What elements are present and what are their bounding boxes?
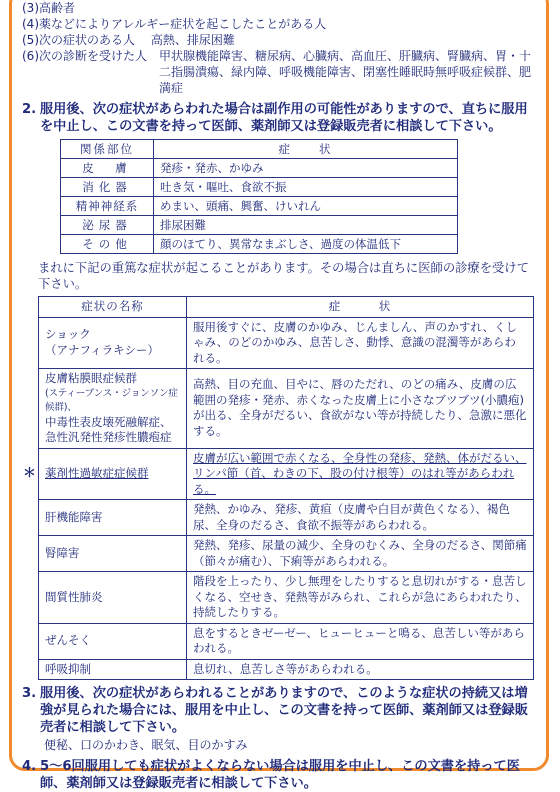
symptom-description: 服用後すぐに、皮膚のかゆみ、じんましん、声のかすれ、くしゃみ、のどのかゆみ、息苦しさ、動悸、意識の混濁等があらわれる。 — [187, 317, 534, 369]
symptom-name: 肝機能障害 — [39, 500, 187, 536]
section-4-text: 5～6回服用しても症状がよくならない場合は服用を中止し、この文書を持って医師、薬剤師又は登録販売者に相談して下さい。 — [40, 759, 520, 791]
table-row — [39, 572, 534, 624]
symptom-name: 腎障害 — [39, 536, 187, 572]
symptom-description: 発熱、かゆみ、発疹、黄疸（皮膚や白目が黄色くなる）、褐色尿、全身のだるさ、食欲不振等があらわれる。 — [187, 500, 534, 536]
symptom-name: ぜんそく — [39, 623, 187, 659]
side-effect-table — [60, 139, 458, 254]
symptom-description: 発熱、発疹、尿量の減少、全身のむくみ、全身のだるさ、関節痛（節々が痛む）、下痢等があらわれる。 — [187, 536, 534, 572]
section-3-text: 服用後、次の症状があらわれることがありますので、このような症状の持続又は増強が見られた場合には、服用を中止し、この文書を持って医師、薬剤師又は登録販売者に相談して下さい。 — [40, 686, 528, 735]
item-diagnosis — [22, 48, 538, 96]
serious-symptoms-note: まれに下記の重篤な症状が起こることがあります。その場合は直ちに医師の診療を受けて下さい。 — [38, 261, 529, 291]
table1-category: 皮 膚 — [61, 159, 154, 178]
table-row — [39, 500, 534, 536]
table-row — [39, 448, 534, 500]
asterisk-marker: ＊ — [23, 466, 37, 481]
symptom-name — [23, 448, 187, 500]
table1-category: 消化器 — [61, 178, 154, 197]
section-4-number: 4. — [22, 759, 37, 774]
table1-symptom: めまい、頭痛、興奮、けいれん — [154, 197, 458, 216]
symptom-name-text: 薬剤性過敏症症候群 — [45, 466, 149, 480]
table1-symptom: 吐き気・嘔吐、食欲不振 — [154, 178, 458, 197]
symptom-description: 高熱、目の充血、目やに、唇のただれ、のどの痛み、皮膚の広範囲の発疹・発赤、赤くなった皮膚上に小さなブツブツ(小膿疱)が出る、全身がだるい、食欲がない等が持続したり、急激に悪化する。 — [187, 369, 534, 449]
section-3-symptoms: 便秘、口のかわき、眠気、目のかすみ — [44, 738, 248, 752]
section-2 — [22, 101, 538, 135]
symptom-description: 階段を上ったり、少し無理をしたりすると息切れがする・息苦しくなる、空せき、発熱等がみられ、これらが急にあらわれたり、持続したりする。 — [187, 572, 534, 624]
symptom-name: 間質性肺炎 — [39, 572, 187, 624]
serious-symptom-table — [23, 296, 534, 680]
table1-category: 精神神経系 — [61, 197, 154, 216]
item-allergy: (4)薬などによりアレルギー症状を起こしたことがある人 — [22, 17, 327, 31]
section-4 — [22, 758, 538, 792]
table1-symptom: 発疹・発赤、かゆみ — [154, 159, 458, 178]
table-row — [61, 159, 458, 178]
symptom-name: ショック （アナフィラキシー） — [39, 317, 187, 369]
symptom-description: 皮膚が広い範囲で赤くなる、全身性の発疹、発熱、体がだるい、リンパ節（首、わきの下、股の付け根等）のはれ等があらわれる。 — [187, 448, 534, 500]
table-row — [39, 623, 534, 659]
item-diagnosis-label: (6)次の診断を受けた人 — [22, 49, 147, 63]
leaflet-page — [22, 0, 538, 792]
table-row — [39, 369, 534, 449]
symptom-name-extra: 中毒性表皮壊死融解症、急性汎発性発疹性膿疱症 — [45, 414, 172, 444]
symptom-name: 呼吸抑制 — [39, 659, 187, 680]
symptom-name-main: 皮膚粘膜眼症候群 — [45, 371, 137, 385]
table-row — [61, 216, 458, 235]
symptom-name — [39, 369, 187, 449]
table1-header-symptom: 症 状 — [154, 140, 458, 159]
item-elderly: (3)高齢者 — [22, 1, 75, 15]
symptom-name-alias: (スティーブンス・ジョンソン症候群)、 — [45, 387, 178, 413]
item-diagnosis-text: 甲状腺機能障害、糖尿病、心臓病、高血圧、肝臓病、腎臓病、胃・十二指腸潰瘍、緑内障、呼吸機能障害、閉塞性睡眠時無呼吸症候群、肥満症 — [159, 49, 532, 95]
table2-header-symptom: 症 状 — [187, 297, 534, 318]
table1-category: 泌尿器 — [61, 216, 154, 235]
table-row — [61, 178, 458, 197]
table1-symptom: 排尿困難 — [154, 216, 458, 235]
item-symptoms: (5)次の症状のある人 高熱、排尿困難 — [22, 33, 235, 47]
table-row — [39, 659, 534, 680]
section-3 — [22, 685, 538, 736]
symptom-description: 息切れ、息苦しさ等があらわれる。 — [187, 659, 534, 680]
section-3-number: 3. — [22, 686, 37, 701]
symptom-description: 息をするときゼーゼー、ヒューヒューと鳴る、息苦しい等があらわれる。 — [187, 623, 534, 659]
section-2-text: 服用後、次の症状があらわれた場合は副作用の可能性がありますので、直ちに服用を中止し、この文書を持って医師、薬剤師又は登録販売者に相談して下さい。 — [40, 102, 528, 134]
table-row — [61, 197, 458, 216]
table-row — [39, 317, 534, 369]
table1-header-part: 関係部位 — [61, 140, 154, 159]
table2-header-name: 症状の名称 — [39, 297, 187, 318]
table-row — [39, 536, 534, 572]
table-row — [61, 235, 458, 254]
section-2-number: 2. — [22, 102, 37, 117]
table1-category: その他 — [61, 235, 154, 254]
table1-symptom: 顔のほてり、異常なまぶしさ、過度の体温低下 — [154, 235, 458, 254]
